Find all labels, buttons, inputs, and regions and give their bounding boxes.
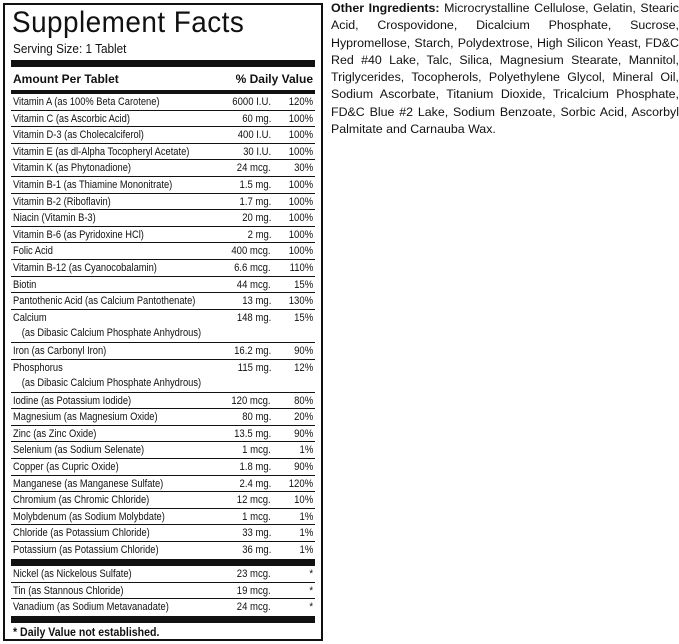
table-row [11,243,315,260]
table-row [11,426,315,443]
nutrient-name [13,567,132,582]
header-daily-value: % Daily Value [235,72,313,86]
nutrient-amount: 33 mg. [241,527,271,540]
nutrient-list [11,94,315,559]
nutrient-name [13,493,149,508]
nutrient-daily-value: 1% [299,444,313,457]
nutrient-name-text: Copper (as Cupric Oxide) [13,461,119,474]
nutrient-daily-value: 100% [288,129,313,142]
nutrient-name [13,211,96,226]
nutrient-name [13,128,144,143]
nutrient-name [13,460,119,475]
nutrient-name [13,244,53,259]
nutrient-name-text: Vitamin K (as Phytonadione) [13,162,131,175]
table-row [11,360,315,393]
nutrient-amount: 2 mg. [247,228,271,241]
nutrient-name-text: Tin (as Stannous Chloride) [13,584,124,597]
nutrient-name-text: Manganese (as Manganese Sulfate) [13,477,164,490]
nutrient-name-text: Vitamin A (as 100% Beta Carotene) [13,96,160,108]
nutrient-amount: 2.4 mg. [239,477,271,490]
divider-thick [11,616,315,623]
nutrient-name [13,228,144,243]
nutrient-amount: 24 mcg. [237,162,271,175]
nutrient-name-text: Vanadium (as Sodium Metavanadate) [13,601,169,614]
table-row [11,476,315,493]
nutrient-amount: 60 mg. [241,112,271,125]
nutrient-amount: 148 mg. [236,311,271,324]
nutrient-name-text: Vitamin B-1 (as Thiamine Mononitrate) [13,178,173,191]
nutrient-daily-value: 10% [293,494,313,507]
divider-thick [11,559,315,566]
nutrient-amount: 20 mg. [241,212,271,225]
nutrient-daily-value: 90% [293,344,313,357]
nutrient-amount: 36 mg. [241,544,271,557]
nutrient-daily-value: 80% [293,394,313,407]
table-row [11,111,315,128]
nutrient-amount: 80 mg. [241,411,271,424]
nutrient-amount: 6.6 mcg. [234,261,271,274]
nutrient-name-text: Magnesium (as Magnesium Oxide) [13,411,158,424]
nutrient-daily-value: 100% [288,145,313,158]
table-row [11,583,315,600]
table-row [11,177,315,194]
table-row [11,310,315,343]
nutrient-amount: 13.5 mg. [233,427,271,440]
nutrient-name-text: Zinc (as Zinc Oxide) [13,427,97,440]
table-row [11,194,315,211]
nutrient-name-text: Pantothenic Acid (as Calcium Pantothenate) [13,295,196,308]
table-header [13,70,313,88]
nutrient-amount: 13 mg. [241,295,271,308]
nutrient-name [13,394,131,409]
nutrient-amount: 19 mcg. [237,584,271,597]
nutrient-name-text: Biotin [13,278,37,291]
nutrient-name [13,477,163,492]
nutrient-daily-value: * [309,568,313,580]
nutrient-name [13,145,189,160]
nutrient-name-text: Vitamin B-12 (as Cyanocobalamin) [13,261,157,274]
nutrient-amount: 115 mg. [237,361,271,374]
nutrient-daily-value: 1% [299,510,313,523]
other-ingredients-label: Other Ingredients: [331,1,440,15]
nutrient-name [13,526,150,541]
table-row [11,525,315,542]
nutrient-amount: 6000 I.U. [232,96,271,108]
nutrient-daily-value: 15% [293,311,313,324]
nutrient-name-text: Chromium (as Chromic Chloride) [13,494,150,507]
nutrient-name [13,600,169,615]
serving-size: Serving Size: 1 Tablet [13,42,127,56]
nutrient-name [13,361,201,391]
nutrient-daily-value: 120% [288,96,313,108]
nutrient-name-text: Chloride (as Potassium Chloride) [13,527,150,540]
table-row [11,94,315,111]
nutrient-daily-value: 100% [288,178,313,191]
nutrient-name-text: Nickel (as Nickelous Sulfate) [13,568,132,580]
nutrient-name [13,95,159,110]
footnote: * Daily Value not established. [13,627,160,639]
table-row [11,409,315,426]
nutrient-name [13,178,172,193]
nutrient-name-text: Iron (as Carbonyl Iron) [13,344,107,357]
nutrient-daily-value: 1% [299,527,313,540]
table-row [11,127,315,144]
table-row [11,277,315,294]
nutrient-source: (as Dibasic Calcium Phosphate Anhydrous) [21,376,202,389]
nutrient-amount: 400 mcg. [231,245,271,258]
nutrient-daily-value: 90% [293,427,313,440]
nutrient-daily-value: 30% [293,162,313,175]
nutrient-amount: 1 mcg. [242,444,271,457]
nutrient-daily-value: 100% [288,212,313,225]
nutrient-amount: 23 mcg. [237,568,271,580]
nutrient-source: (as Dibasic Calcium Phosphate Anhydrous) [21,326,202,339]
nutrient-name-text: Iodine (as Potassium Iodide) [13,394,132,407]
nutrient-amount: 400 I.U. [237,129,271,142]
nutrient-daily-value: 100% [288,228,313,241]
nutrient-daily-value: 12% [293,361,313,374]
nutrient-name [13,443,144,458]
table-row [11,210,315,227]
nutrient-name [13,344,106,359]
table-row [11,343,315,360]
nutrient-daily-value: 100% [288,245,313,258]
nutrient-amount: 16.2 mg. [233,344,271,357]
nutrient-amount: 1.8 mg. [239,461,271,474]
nutrient-name-text: Vitamin B-6 (as Pyridoxine HCl) [13,228,144,241]
nutrient-name-text: Folic Acid [13,245,53,258]
nutrient-daily-value: 130% [288,295,313,308]
nutrient-name [13,543,159,558]
nutrient-daily-value: 90% [293,461,313,474]
nutrient-name [13,195,111,210]
nutrient-name-text: Selenium (as Sodium Selenate) [13,444,145,457]
table-row [11,144,315,161]
nutrient-amount: 44 mcg. [237,278,271,291]
nutrient-name-text: Calcium [13,311,47,324]
nutrient-name [13,584,124,599]
table-row [11,442,315,459]
panel-title: Supplement Facts [12,6,245,39]
nutrient-name [13,112,130,127]
nutrient-amount: 120 mcg. [231,394,271,407]
nutrient-daily-value: 20% [293,411,313,424]
divider-thick [11,60,315,67]
table-row [11,542,315,559]
additional-nutrient-list [11,566,315,616]
nutrient-amount: 1.5 mg. [239,178,271,191]
table-row [11,260,315,277]
nutrient-amount: 1 mcg. [242,510,271,523]
nutrient-name [13,311,201,341]
other-ingredients [331,0,679,138]
nutrient-amount: 1.7 mg. [239,195,271,208]
table-row [11,509,315,526]
nutrient-name-text: Phosphorus [13,361,63,374]
nutrient-daily-value: 100% [288,112,313,125]
nutrient-name [13,278,36,293]
table-row [11,160,315,177]
nutrient-name [13,161,131,176]
nutrient-daily-value: 15% [293,278,313,291]
nutrient-name-text: Vitamin E (as dl-Alpha Tocopheryl Acetate) [13,145,190,158]
nutrient-daily-value: * [309,601,313,614]
nutrient-amount: 12 mcg. [237,494,271,507]
nutrient-name-text: Vitamin D-3 (as Cholecalciferol) [13,129,144,142]
table-row [11,227,315,244]
nutrient-name [13,410,158,425]
nutrient-daily-value: 120% [288,477,313,490]
nutrient-daily-value: 110% [289,261,313,274]
nutrient-name-text: Molybdenum (as Sodium Molybdate) [13,510,165,523]
nutrient-name-text: Niacin (Vitamin B-3) [13,212,96,225]
table-row [11,599,315,616]
nutrient-name [13,427,96,442]
nutrient-name [13,510,165,525]
nutrient-amount: 30 I.U. [242,145,271,158]
nutrient-name [13,294,195,309]
nutrient-name-text: Potassium (as Potassium Chloride) [13,544,159,557]
other-ingredients-text: Microcrystalline Cellulose, Gelatin, Stearic Acid, Crospovidone, Dicalcium Phosphate, Sucrose, Hypromellose, Starch, Polydextrose, High Silicon Yeast, FD&C Red #40 Lake, Talc, Silica, Magnesium Stearate, Mannitol, Triglycerides, Tocopherols, Polyethylene Glycol, Mineral Oil, Sodium Ascorbate, Titanium Dioxide, Tricalcium Phosphate, FD&C Blue #2 Lake, Sodium Benzoate, Sorbic Acid, Ascorbyl Palmitate and Carnauba Wax. [331,1,679,137]
header-amount: Amount Per Tablet [13,72,119,86]
nutrient-amount: 24 mcg. [237,601,271,614]
table-row [11,293,315,310]
nutrient-name-text: Vitamin B-2 (Riboflavin) [13,195,111,208]
table-row [11,566,315,583]
nutrient-daily-value: * [309,584,313,597]
table-row [11,393,315,410]
supplement-facts-panel [3,3,323,641]
nutrient-name-text: Vitamin C (as Ascorbic Acid) [13,112,130,125]
table-row [11,492,315,509]
nutrient-daily-value: 1% [299,544,313,557]
nutrient-name [13,261,157,276]
nutrient-daily-value: 100% [288,195,313,208]
table-row [11,459,315,476]
